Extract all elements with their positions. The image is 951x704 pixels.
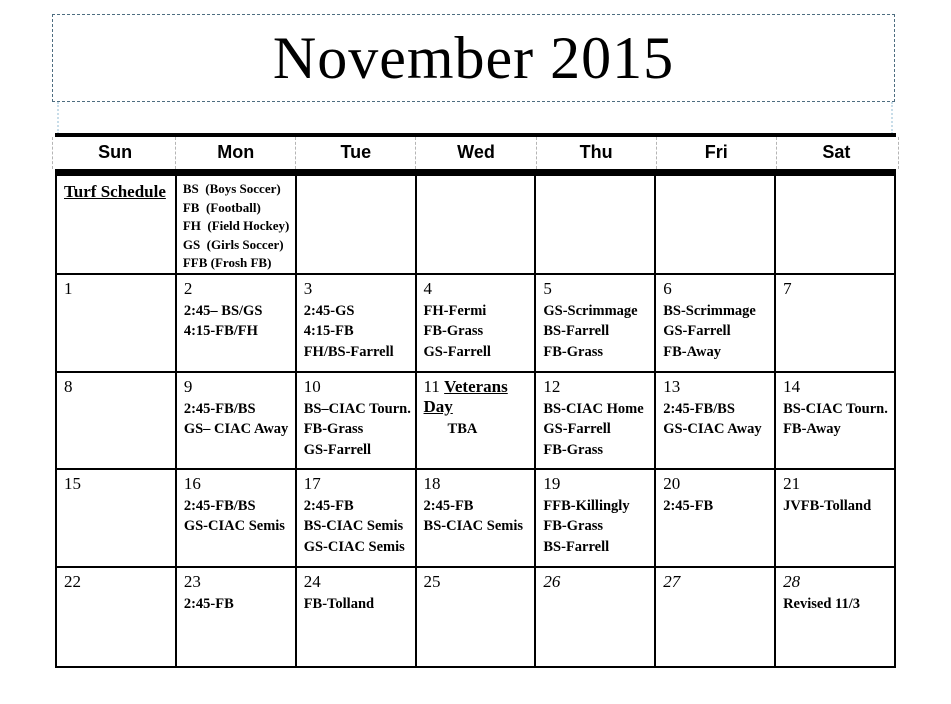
event-line: BS-CIAC Semis xyxy=(303,518,404,534)
weekday-mon: Mon xyxy=(175,137,295,169)
day-cell-23 xyxy=(176,567,296,667)
event-line: FFB (Frosh FB) xyxy=(182,255,272,270)
event-line: FB-Tolland xyxy=(303,595,375,612)
day-number: 15 xyxy=(64,473,81,493)
event-line: GS-CIAC Semis xyxy=(183,518,285,534)
day-number-text: 11 xyxy=(423,376,440,396)
event-line: BS-CIAC Home xyxy=(543,400,644,417)
turf-schedule-cell xyxy=(56,175,176,274)
calendar-grid xyxy=(55,174,896,668)
event-line: 2:45-FB/BS xyxy=(183,400,256,417)
event-line: FB-Grass xyxy=(543,343,603,360)
day-events xyxy=(177,397,295,440)
event-line: FB-Grass xyxy=(543,441,603,458)
event-line: Revised 11/3 xyxy=(783,595,860,612)
day-cell-21 xyxy=(775,469,895,567)
day-number: 6 xyxy=(663,278,672,298)
day-number: 7 xyxy=(783,278,792,298)
day-cell-27 xyxy=(655,567,775,667)
day-number: 20 xyxy=(663,473,681,493)
day-number: 26 xyxy=(543,571,561,591)
week-row-3 xyxy=(56,469,895,567)
event-line: GS-Farrell xyxy=(663,323,731,339)
day-events xyxy=(776,299,894,301)
day-cell-8 xyxy=(56,372,176,469)
weekday-header xyxy=(55,133,896,174)
empty-cell xyxy=(655,175,775,274)
day-cell-5 xyxy=(535,274,655,372)
event-line: GS-CIAC Away xyxy=(663,421,762,437)
day-number: 22 xyxy=(64,571,81,591)
day-cell-2 xyxy=(176,274,296,372)
day-events xyxy=(57,299,175,301)
empty-cell xyxy=(535,175,655,274)
event-line: BS-Scrimmage xyxy=(663,302,756,319)
weekday-thu: Thu xyxy=(536,137,656,169)
month-title: November 2015 xyxy=(272,25,675,91)
day-cell-16 xyxy=(176,469,296,567)
event-line: FB-Away xyxy=(663,343,721,360)
day-events xyxy=(656,299,774,363)
day-events xyxy=(536,397,654,461)
day-number: 16 xyxy=(183,473,201,493)
day-events xyxy=(57,494,175,496)
event-line: FB-Grass xyxy=(303,421,364,437)
day-events xyxy=(297,397,415,461)
event-line: 2:45-FB xyxy=(303,497,354,514)
day-cell-13 xyxy=(655,372,775,469)
text-boundary-mark xyxy=(52,137,53,169)
day-cell-18 xyxy=(416,469,536,567)
weekday-tue: Tue xyxy=(295,137,415,169)
event-line: TBA xyxy=(447,420,478,437)
day-cell-6 xyxy=(655,274,775,372)
week-row-1 xyxy=(56,274,895,372)
day-number: 9 xyxy=(183,376,193,396)
day-cell-17 xyxy=(296,469,416,567)
day-number: 23 xyxy=(183,571,201,591)
event-line: BS-Farrell xyxy=(543,323,610,339)
day-cell-25 xyxy=(416,567,536,667)
text-boundary-mark xyxy=(57,102,59,134)
event-line: GS (Girls Soccer) xyxy=(182,236,284,252)
day-events xyxy=(177,494,295,537)
weekday-wed: Wed xyxy=(415,137,535,169)
weekday-fri: Fri xyxy=(656,137,776,169)
event-line: FH-Fermi xyxy=(423,302,487,319)
day-number: 19 xyxy=(543,473,561,493)
text-boundary-mark xyxy=(891,102,893,134)
day-cell-14 xyxy=(775,372,895,469)
day-events xyxy=(417,417,535,440)
day-cell-20 xyxy=(655,469,775,567)
event-line: BS-Farrell xyxy=(543,538,610,555)
day-cell-9 xyxy=(176,372,296,469)
day-number: 13 xyxy=(663,376,681,396)
event-line: FB-Away xyxy=(783,421,841,437)
day-number: 14 xyxy=(783,376,801,396)
event-line: GS– CIAC Away xyxy=(183,421,289,437)
day-number: 18 xyxy=(423,473,441,493)
day-cell-28 xyxy=(775,567,895,667)
event-line: GS-CIAC Semis xyxy=(303,538,405,555)
event-line: FFB-Killingly xyxy=(543,497,630,514)
day-events xyxy=(417,494,535,537)
day-cell-26 xyxy=(535,567,655,667)
day-number: 27 xyxy=(663,571,681,591)
day-cell-10 xyxy=(296,372,416,469)
day-number: 12 xyxy=(543,376,561,396)
day-cell-22 xyxy=(56,567,176,667)
day-events xyxy=(177,299,295,342)
day-cell-24 xyxy=(296,567,416,667)
day-number xyxy=(417,373,535,417)
day-number: 28 xyxy=(783,571,801,591)
day-cell-15 xyxy=(56,469,176,567)
event-line: 2:45– BS/GS xyxy=(183,302,263,319)
day-number: 1 xyxy=(64,278,73,298)
day-cell-4 xyxy=(416,274,536,372)
event-line: FB (Football) xyxy=(182,199,261,215)
event-line: FH (Field Hockey) xyxy=(182,218,290,233)
event-line: BS-CIAC Tourn. xyxy=(783,400,888,417)
event-line: 4:15-FB xyxy=(303,323,354,339)
empty-cell xyxy=(775,175,895,274)
legend-list xyxy=(177,176,295,273)
event-line: GS-Farrell xyxy=(303,441,372,458)
day-cell-3 xyxy=(296,274,416,372)
event-line: 2:45-FB xyxy=(183,595,234,612)
day-number: 24 xyxy=(303,571,321,591)
day-events xyxy=(297,299,415,363)
text-boundary-mark xyxy=(898,137,899,169)
turf-schedule-heading: Turf Schedule xyxy=(64,182,166,201)
day-events xyxy=(297,494,415,558)
holiday-label: Veterans Day xyxy=(423,376,508,416)
day-events xyxy=(297,592,415,615)
day-events xyxy=(57,397,175,399)
event-line: 2:45-FB/BS xyxy=(663,400,735,417)
event-line: 2:45-FB xyxy=(663,497,714,514)
day-number: 3 xyxy=(303,278,313,298)
day-cell-7 xyxy=(775,274,895,372)
day-number: 4 xyxy=(423,278,433,298)
day-events xyxy=(417,299,535,363)
event-line: 2:45-GS xyxy=(303,302,355,319)
day-number: 17 xyxy=(303,473,321,493)
day-events xyxy=(536,299,654,363)
event-line: GS-Scrimmage xyxy=(543,302,638,319)
event-line: GS-Farrell xyxy=(423,343,491,360)
weekday-sun: Sun xyxy=(98,142,133,162)
empty-cell xyxy=(416,175,536,274)
day-events xyxy=(656,592,774,594)
event-line: BS (Boys Soccer) xyxy=(182,181,281,196)
event-line: 2:45-FB xyxy=(423,497,474,514)
week-row-4 xyxy=(56,567,895,667)
event-line: FH/BS-Farrell xyxy=(303,343,394,360)
day-cell-1 xyxy=(56,274,176,372)
day-number: 8 xyxy=(64,376,73,396)
day-events xyxy=(177,592,295,615)
turf-schedule-row xyxy=(56,175,895,274)
event-line: JVFB-Tolland xyxy=(783,497,872,514)
day-events xyxy=(776,494,894,517)
day-events xyxy=(536,494,654,558)
day-events xyxy=(776,397,894,440)
day-events xyxy=(656,494,774,517)
legend-cell xyxy=(176,175,296,274)
day-events xyxy=(656,397,774,440)
event-line: 4:15-FB/FH xyxy=(183,323,258,339)
day-number: 2 xyxy=(183,278,193,298)
day-cell-12 xyxy=(535,372,655,469)
day-events xyxy=(57,592,175,594)
day-events xyxy=(417,592,535,594)
day-number: 25 xyxy=(423,571,441,591)
event-line: BS-CIAC Semis xyxy=(423,518,524,534)
event-line: FB-Grass xyxy=(543,518,603,534)
event-line: GS-Farrell xyxy=(543,421,611,437)
day-cell-19 xyxy=(535,469,655,567)
day-events xyxy=(776,592,894,615)
day-cell-11 xyxy=(416,372,536,469)
day-number: 10 xyxy=(303,376,321,396)
empty-cell xyxy=(296,175,416,274)
event-line: FB-Grass xyxy=(423,323,484,339)
day-events xyxy=(536,592,654,594)
event-line: BS–CIAC Tourn. xyxy=(303,400,411,417)
event-line: 2:45-FB/BS xyxy=(183,497,256,514)
month-title-box xyxy=(52,14,895,102)
day-number: 5 xyxy=(543,278,552,298)
day-number: 21 xyxy=(783,473,801,493)
weekday-sat: Sat xyxy=(776,137,896,169)
week-row-2 xyxy=(56,372,895,469)
